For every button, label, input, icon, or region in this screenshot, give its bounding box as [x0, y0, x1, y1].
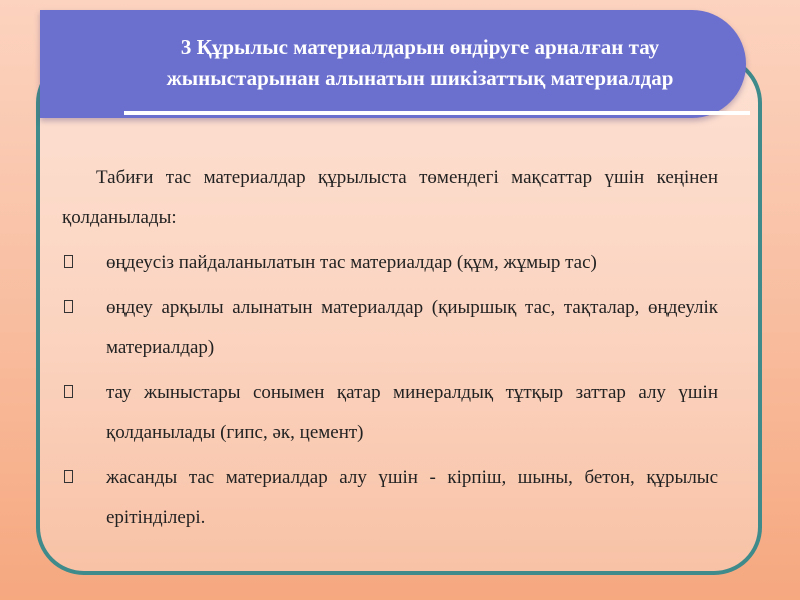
slide-title-line-2: жыныстарынан алынатын шикізаттық материалдар [166, 66, 674, 90]
bullet-box-icon [64, 300, 73, 313]
intro-paragraph: Табиғи тас материалдар құрылыста төмендегі мақсаттар үшін кеңінен қолданылады: [62, 167, 718, 228]
bullet-box-icon [64, 255, 73, 268]
bullet-list [62, 243, 718, 538]
bullet-text: өңдеусіз пайдаланылатын тас материалдар (құм, жұмыр тас) [106, 252, 597, 273]
bullet-text: жасанды тас материалдар алу үшін - кірпіш, шыны, бетон, құрылыс ерітінділері. [106, 467, 718, 528]
bullet-item [62, 288, 718, 368]
slide-body [62, 158, 718, 538]
bullet-text: өңдеу арқылы алынатын материалдар (қиыршық тас, тақталар, өңдеулік материалдар) [106, 297, 718, 358]
title-underline [124, 111, 750, 115]
title-banner [40, 10, 746, 118]
bullet-item [62, 373, 718, 453]
bullet-item [62, 458, 718, 538]
bullet-box-icon [64, 470, 73, 483]
bullet-item [62, 243, 718, 283]
bullet-box-icon [64, 385, 73, 398]
slide-title [100, 32, 740, 94]
slide-title-line-1: 3 Құрылыс материалдарын өндіруге арналған тау [180, 35, 660, 59]
bullet-text: тау жыныстары сонымен қатар минералдық тұтқыр заттар алу үшін қолданылады (гипс, әк, цемент) [106, 382, 718, 443]
